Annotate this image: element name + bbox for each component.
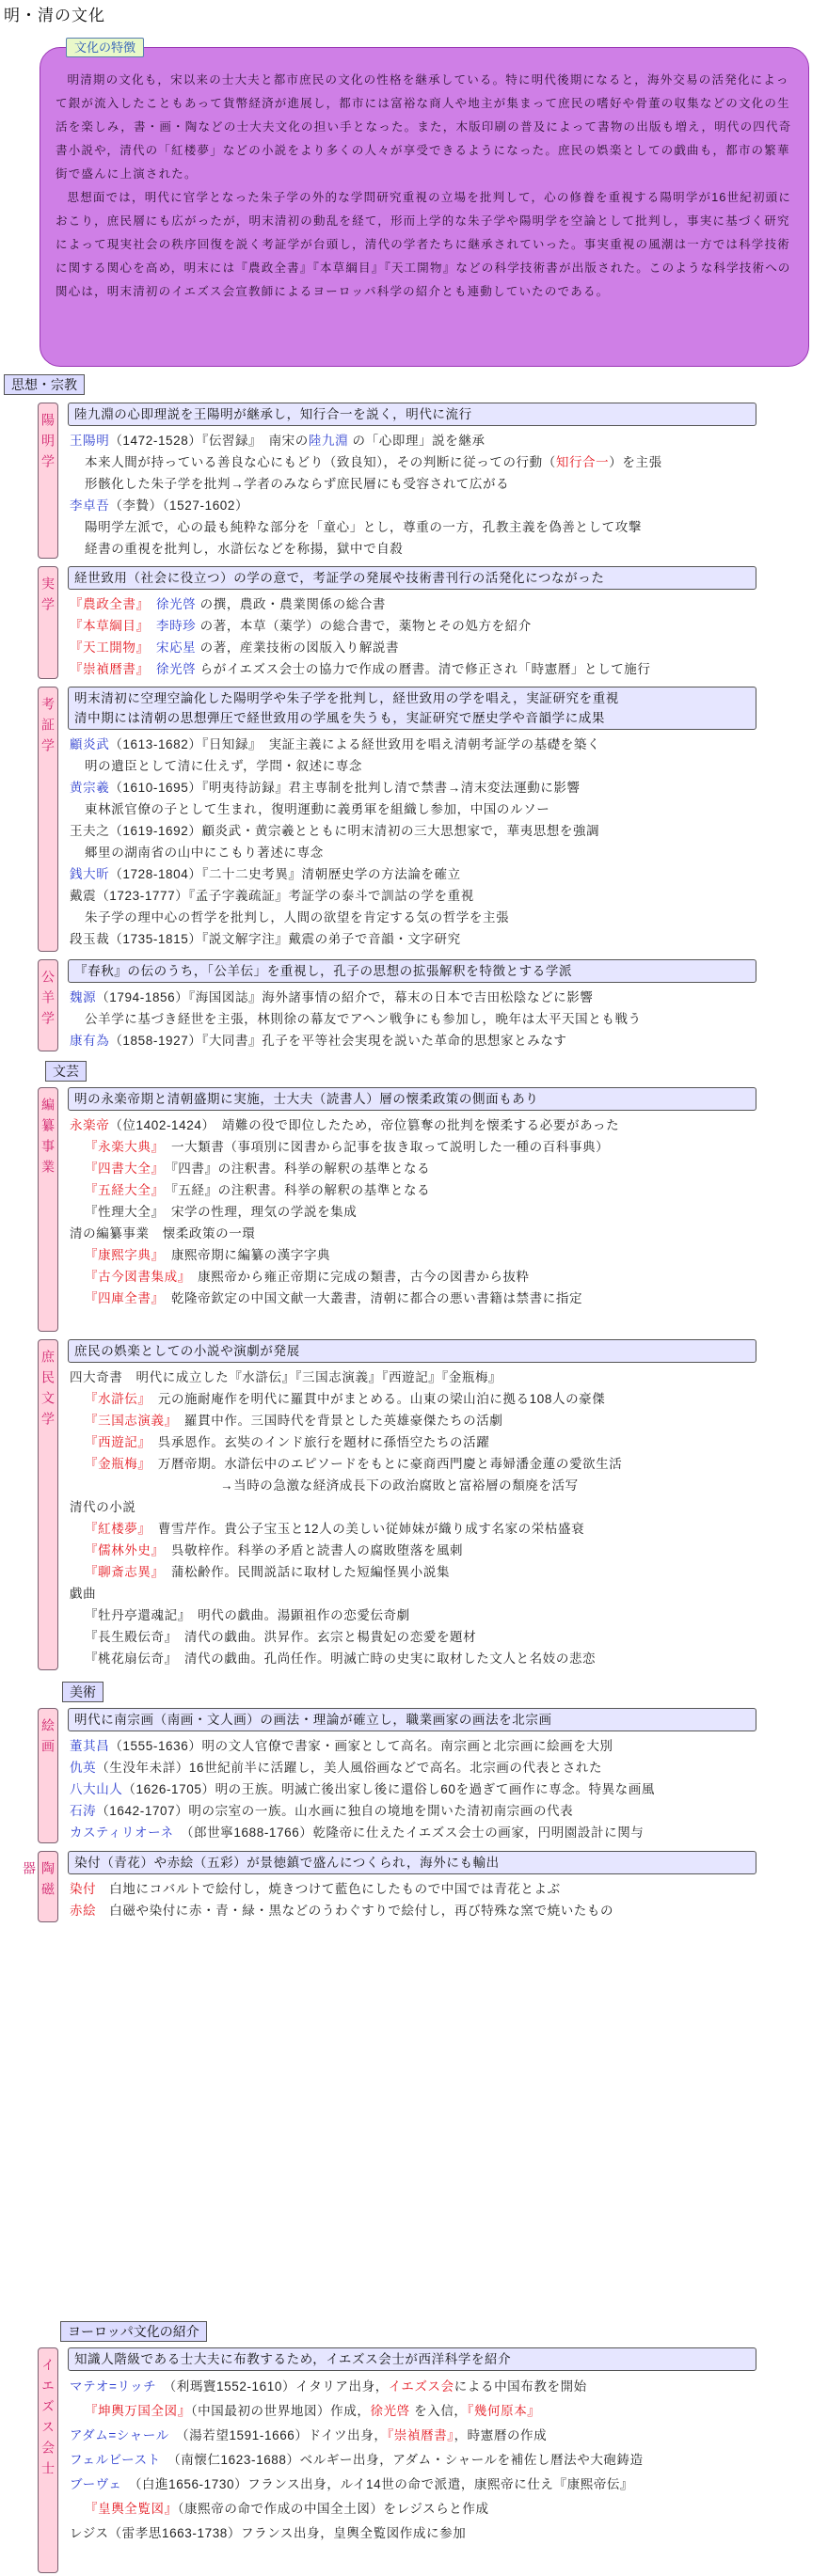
- detail-line: [70, 907, 822, 928]
- person-name: 仇英: [70, 1761, 97, 1775]
- key-term: 徐光啓: [370, 2404, 410, 2418]
- entry-text: 王夫之（1619-1692）顧炎武・黄宗羲とともに明末清初の三大思想家で，華夷思想を強調: [70, 824, 600, 838]
- entry-text: 清代の小説: [70, 1500, 136, 1514]
- person-name: 顧炎武: [70, 737, 110, 751]
- entry-line: [70, 2424, 822, 2448]
- entry-text: 形骸化した朱子学を批判→学者のみならず庶民層にも受容されて広がる: [85, 477, 510, 491]
- entry-text: （中国最初の世界地図）作成，: [190, 2404, 371, 2418]
- group-painting: [0, 1708, 828, 1843]
- entry-text: [143, 662, 156, 676]
- detail-line: [70, 1158, 822, 1179]
- entry-text: 経書の重視を批判し，水滸伝などを称揚，獄中で自殺: [85, 542, 404, 556]
- person-name: アダム=シャール: [70, 2428, 169, 2442]
- intro-text: [56, 69, 793, 304]
- detail-line: [70, 1179, 822, 1201]
- entry-line: [70, 1778, 822, 1800]
- detail-line: [70, 755, 822, 777]
- entry-line: [70, 777, 822, 798]
- entry-line: [70, 863, 822, 885]
- entry-text: （李贄）（1527-1602）: [109, 498, 249, 513]
- entry-text: 『五経』の注釈書。科挙の解釈の基準となる: [157, 1183, 431, 1197]
- entry-text: による中国布教を開始: [454, 2379, 587, 2394]
- entry-text: 一大類書（事項別に図書から記事を抜き取って説明した一種の百科事典）: [157, 1140, 610, 1154]
- entry-text: 康熙帝期に編纂の漢字字典: [157, 1248, 331, 1262]
- group-jesuits: [0, 2347, 828, 2573]
- key-term: 『坤輿万国全図』: [85, 2404, 191, 2418]
- entry-line: [70, 2448, 822, 2473]
- entry-text: [143, 619, 156, 633]
- entry-text: の「心即理」説を継承: [348, 434, 486, 448]
- entry-line: [70, 885, 822, 907]
- key-term: 『紅楼夢』: [85, 1522, 145, 1536]
- detail-line: [70, 1431, 822, 1453]
- page-title: 明・清の文化: [4, 7, 105, 24]
- key-term: 『水滸伝』: [85, 1392, 145, 1406]
- group-jitsugaku: [0, 566, 828, 679]
- entry-text: 乾隆帝欽定の中国文献一大叢書，清朝に都合の悪い書籍は禁書に指定: [157, 1291, 583, 1305]
- section-tag-thought: 思想・宗教: [4, 374, 85, 395]
- detail-line: [70, 1518, 822, 1540]
- entry-text: （位1402-1424） 靖難の役で即位したため，帝位篡奪の批判を懐柔する必要があった: [109, 1118, 620, 1132]
- key-term: 『幾何原本』: [467, 2404, 541, 2418]
- entry-line: [70, 987, 822, 1008]
- section-tag-europe: ヨーロッパ文化の紹介: [60, 2321, 207, 2342]
- entry-list: [70, 2375, 822, 2546]
- entry-text: （郎世寧1688-1766）乾隆帝に仕えたイエズス会士の画家，円明園設計に関与: [173, 1825, 645, 1840]
- detail-line: [70, 516, 822, 538]
- detail-line: [70, 1410, 822, 1431]
- key-term: 『三国志演義』: [85, 1414, 171, 1428]
- entry-line: [70, 430, 822, 451]
- entry-text: 陽明学左派で，心の最も純粋な部分を「童心」とし，尊重の一方，孔教主義を偽善として攻撃: [85, 520, 642, 534]
- person-name: フェルビースト: [70, 2453, 161, 2467]
- detail-line: [70, 538, 822, 559]
- intro-paragraph: 思想面では，明代に官学となった朱子学の外的な学問研究重視の立場を批判して，心の修養を重視する陽明学が16世紀初頭におこり，庶民層にも広がったが，明末清初の動乱を経て，形而上学的な朱子学や陽明学を空論として批判し，事実に基づく研究によって現実社会の秩序回復を説く考証学が台頭し，清代の学者たちに継承されていった。事実重視の風潮は一方では科学技術に関する関心を高め，明末には『農政全書』『本草綱目』『天工開物』などの科学技術書が出版された。このような科学技術への関心は，明末清初のイエズス会宣教師によるヨーロッパ科学の紹介とも連動していたのである。: [56, 191, 792, 298]
- entry-line: [70, 637, 822, 658]
- key-term: 赤絵: [70, 1904, 97, 1918]
- entry-line: [70, 734, 822, 755]
- person-name: 宋応星: [155, 640, 197, 655]
- entry-line: [70, 615, 822, 637]
- entry-line: [70, 1030, 822, 1051]
- group-koshogaku: [0, 687, 828, 952]
- key-term: 『崇禎暦書』: [70, 662, 143, 676]
- entry-text: （1626-1705）明の王族。明滅亡後出家し後に還俗し60を過ぎて画作に専念。特異な画風: [122, 1782, 655, 1796]
- entry-text: （1728-1804）『二十二史考異』清朝歴史学の方法論を確立: [109, 867, 461, 881]
- entry-list: [70, 593, 822, 679]
- detail-line: [70, 1388, 822, 1410]
- group-header-line: 『春秋』の伝のうち，「公羊伝」を重視し，孔子の思想の拡張解釈を特徴とする学派: [74, 964, 573, 978]
- detail-line: [70, 1561, 822, 1583]
- entry-text: の撰，農政・農業関係の総合書: [196, 597, 387, 611]
- person-name: 董其昌: [70, 1739, 110, 1753]
- entry-line: [70, 1735, 822, 1757]
- group-header-line: 庶民の娯楽としての小説や演劇が発展: [74, 1344, 300, 1358]
- key-term: 『西遊記』: [85, 1435, 145, 1449]
- person-name: 徐光啓: [155, 597, 197, 611]
- entry-line: [70, 928, 822, 950]
- group-label: イエズス会士: [38, 2347, 58, 2573]
- group-header-line: 経世致用（社会に役立つ）の学の意で，考証学の発展や技術書刊行の活発化につながった: [74, 571, 605, 585]
- detail-line: [70, 1475, 822, 1496]
- group-compilation: [0, 1087, 828, 1332]
- entry-line: [70, 1757, 822, 1778]
- detail-line: [70, 473, 822, 495]
- person-name: 康有為: [70, 1034, 110, 1048]
- entry-text: ，時憲暦の作成: [454, 2428, 548, 2442]
- entry-text: （1858-1927）『大同書』孔子を平等社会実現を説いた革命的思想家とみなす: [109, 1034, 567, 1048]
- group-header-line: 知識人階級である士大夫に布教するため，イエズス会士が西洋科学を紹介: [74, 2352, 512, 2366]
- key-term: 『四庫全書』: [85, 1291, 158, 1305]
- entry-text: （1472-1528）『伝習録』 南宋の: [109, 434, 309, 448]
- group-popular-literature: [0, 1339, 828, 1670]
- entry-text: 『四書』の注釈書。科挙の解釈の基準となる: [157, 1162, 431, 1176]
- detail-line: [70, 1604, 822, 1626]
- group-header: [68, 687, 756, 730]
- entry-line: [70, 2375, 822, 2399]
- person-name: カスティリオーネ: [70, 1825, 174, 1840]
- entry-text: 朱子学の理中心の哲学を批判し，人間の欲望を肯定する気の哲学を主張: [85, 910, 510, 925]
- entry-text: 康熙帝から雍正帝期に完成の類書，古今の図書から抜粋: [184, 1270, 530, 1284]
- entry-text: 『長生殿伝奇』 清代の戯曲。洪昇作。玄宗と楊貴妃の恋愛を題材: [85, 1630, 477, 1644]
- group-label: 庶民文学: [38, 1339, 58, 1670]
- key-term: 『康熙字典』: [85, 1248, 158, 1262]
- entry-list: [70, 1878, 822, 1921]
- entry-text: 羅貫中作。三国時代を背景とした英雄豪傑たちの活劇: [170, 1414, 503, 1428]
- intro-tag: 文化の特徴: [66, 38, 144, 57]
- entry-text: 呉承恩作。玄奘のインド旅行を題材に孫悟空たちの活躍: [144, 1435, 490, 1449]
- entry-list: [70, 734, 822, 950]
- group-yomeigaku: [0, 403, 828, 559]
- entry-text: 蒲松齢作。民間説話に取材した短編怪異小説集: [157, 1565, 451, 1579]
- entry-text: （1613-1682）『日知録』 実証主義による経世致用を唱え清朝考証学の基礎を築く: [109, 737, 601, 751]
- entry-list: [70, 1735, 822, 1843]
- detail-line: [70, 451, 822, 473]
- key-term: 『古今図書集成』: [85, 1270, 185, 1284]
- entry-line: [70, 658, 822, 679]
- entry-line: [70, 1496, 822, 1518]
- entry-line: [70, 1822, 822, 1843]
- key-term: 『天工開物』: [70, 640, 143, 655]
- entry-text: 清の編纂事業 懐柔政策の一環: [70, 1226, 256, 1241]
- group-header-line: 明の永楽帝期と清朝盛期に実施，士大夫（読書人）層の懐柔政策の側面もあり: [74, 1092, 539, 1106]
- entry-line: [70, 820, 822, 842]
- section-tag-art: 美術: [62, 1682, 104, 1702]
- person-name: 李卓吾: [70, 498, 110, 513]
- detail-line: [70, 1648, 822, 1669]
- entry-line: [70, 2521, 822, 2546]
- group-label: 陽明学: [38, 403, 58, 559]
- group-header-line: 清中期には清朝の思想弾圧で経世致用の学風を失うも，実証研究で歴史学や音韻学に成果: [74, 711, 605, 725]
- group-label: 絵画: [38, 1708, 58, 1843]
- entry-text: 呉敬梓作。科挙の矛盾と読書人の腐敗堕落を風刺: [157, 1543, 464, 1557]
- entry-text: 白磁や染付に赤・青・緑・黒などのうわぐすりで絵付し，再び特殊な窯で焼いたもの: [96, 1904, 614, 1918]
- group-header: [68, 1339, 756, 1363]
- entry-text: （湯若望1591-1666）ドイツ出身，: [168, 2428, 388, 2442]
- group-header: [68, 1708, 756, 1731]
- key-term: 『五経大全』: [85, 1183, 158, 1197]
- detail-line: [70, 1201, 822, 1223]
- person-name: 王陽明: [70, 434, 110, 448]
- group-header: [68, 2347, 756, 2371]
- key-term: 『儒林外史』: [85, 1543, 158, 1557]
- entry-text: を入信，: [409, 2404, 468, 2418]
- key-term: 『皇輿全覧図』: [85, 2502, 178, 2516]
- entry-text: （1794-1856）『海国図誌』海外諸事情の紹介で，幕末の日本で吉田松陰などに影響: [96, 990, 594, 1004]
- detail-line: [70, 1266, 822, 1288]
- entry-text: 郷里の湖南省の山中にこもり著述に専念: [85, 845, 324, 860]
- key-term: 『永楽大典』: [85, 1140, 158, 1154]
- key-term: 染付: [70, 1882, 97, 1896]
- entry-text: （1555-1636）明の文人官僚で書家・画家として高名。南宗画と北宗画に絵画を大別: [109, 1739, 613, 1753]
- entry-line: [70, 1878, 822, 1900]
- entry-text: 明の遺臣として清に仕えず，学問・叙述に専念: [85, 759, 363, 773]
- key-term: 『農政全書』: [70, 597, 143, 611]
- detail-line: [70, 1453, 822, 1475]
- key-term: イエズス会: [388, 2379, 454, 2394]
- entry-text: 元の施耐庵作を明代に羅貫中がまとめる。山東の梁山泊に拠る108人の豪傑: [144, 1392, 606, 1406]
- person-name: 石涛: [70, 1804, 97, 1818]
- intro-box: [40, 47, 809, 367]
- entry-line: [70, 593, 822, 615]
- key-term: 『崇禎暦書』: [387, 2428, 454, 2442]
- person-name: マテオ=リッチ: [70, 2379, 157, 2394]
- group-kuyogaku: [0, 959, 828, 1051]
- detail-line: [70, 1136, 822, 1158]
- section-tag-literature: 文芸: [45, 1061, 87, 1082]
- person-name: 魏源: [70, 990, 97, 1004]
- entry-text: 『性理大全』 宋学の性理，理気の学説を集成: [85, 1205, 358, 1219]
- entry-text: （1610-1695）『明夷待訪録』君主専制を批判し清で禁書→清末変法運動に影響: [109, 781, 581, 795]
- entry-text: 段玉裁（1735-1815）『説文解字注』戴震の弟子で音韻・文字研究: [70, 932, 461, 946]
- entry-text: の著，本草（薬学）の総合書で，薬物とその処方を紹介: [196, 619, 532, 633]
- entry-text: （康熙帝の命で作成の中国全土図）をレジスらと作成: [177, 2502, 489, 2516]
- entry-text: [143, 597, 156, 611]
- person-name: ブーヴェ: [70, 2477, 122, 2491]
- detail-line: [70, 1540, 822, 1561]
- entry-text: 万暦帝期。水滸伝中のエピソードをもとに豪商西門慶と毒婦潘金蓮の愛欲生活: [144, 1457, 623, 1471]
- key-term: 永楽帝: [70, 1118, 110, 1132]
- key-term: 『本草綱目』: [70, 619, 143, 633]
- entry-text: 戯曲: [70, 1587, 97, 1601]
- entry-text: （生没年未詳）16世紀前半に活躍し，美人風俗画などで高名。北宗画の代表とされた: [96, 1761, 603, 1775]
- person-name: 黄宗羲: [70, 781, 110, 795]
- entry-text: （利瑪竇1552-1610）イタリア出身，: [156, 2379, 389, 2394]
- entry-text: →当時の急激な経済成長下の政治腐敗と富裕層の頽廃を活写: [220, 1478, 579, 1493]
- entry-text: 公羊学に基づき経世を主張，林則徐の幕友でアヘン戦争にも参加し，晩年は太平天国とも戦う: [85, 1012, 642, 1026]
- detail-line: [70, 798, 822, 820]
- entry-text: レジス（雷孝思1663-1738）フランス出身，皇輿全覧図作成に参加: [70, 2526, 467, 2540]
- person-name: 八大山人: [70, 1782, 123, 1796]
- entry-text: 東林派官僚の子として生まれ，復明運動に義勇軍を組織し参加，中国のルソー: [85, 802, 550, 816]
- detail-line: [70, 1244, 822, 1266]
- key-term: 『金瓶梅』: [85, 1457, 145, 1471]
- group-header: [68, 959, 756, 983]
- entry-text: （1642-1707）明の宗室の一族。山水画に独自の境地を開いた清初南宗画の代表: [96, 1804, 574, 1818]
- group-label: 編纂事業: [38, 1087, 58, 1332]
- key-term: 『四書大全』: [85, 1162, 158, 1176]
- entry-text: 『桃花扇伝奇』 清代の戯曲。孔尚任作。明滅亡時の史実に取材した文人と名妓の悲恋: [85, 1651, 597, 1666]
- group-header-line: 陸九淵の心即理説を王陽明が継承し，知行合一を説く，明代に流行: [74, 407, 472, 421]
- entry-text: らがイエズス会士の協力で作成の暦書。清で修正され「時憲暦」として施行: [196, 662, 651, 676]
- group-header: [68, 566, 756, 590]
- entry-line: [70, 1114, 822, 1136]
- entry-text: の著，産業技術の図版入り解説書: [196, 640, 400, 655]
- entry-text: （白進1656-1730）フランス出身，ルイ14世の命で派遣，康熙帝に仕え『康熙帝伝』: [121, 2477, 634, 2491]
- entry-text: （南懐仁1623-1688）ベルギー出身，アダム・シャールを補佐し暦法や大砲鋳造: [160, 2453, 644, 2467]
- entry-line: [70, 1583, 822, 1604]
- group-header-line: 明代に南宗画（南画・文人画）の画法・理論が確立し，職業画家の画法を北宗画: [74, 1713, 552, 1727]
- detail-line: [70, 842, 822, 863]
- entry-list: [70, 987, 822, 1051]
- person-name: 徐光啓: [155, 662, 197, 676]
- group-label: 考証学: [38, 687, 58, 952]
- group-header: [68, 1851, 756, 1874]
- key-term: 『聊斎志異』: [85, 1565, 158, 1579]
- entry-text: ）を主張: [609, 455, 662, 469]
- group-label: 陶磁器: [38, 1851, 58, 1922]
- entry-list: [70, 430, 822, 559]
- group-label: 実学: [38, 566, 58, 679]
- entry-line: [70, 1800, 822, 1822]
- person-name: 李時珍: [155, 619, 197, 633]
- group-label: 公羊学: [38, 959, 58, 1051]
- group-ceramics: [0, 1851, 828, 1922]
- group-header-line: 明末清初に空理空論化した陽明学や朱子学を批判し，経世致用の学を唱え，実証研究を重視: [74, 691, 619, 705]
- detail-line: [70, 2399, 822, 2424]
- entry-line: [70, 1900, 822, 1921]
- entry-text: 本来人間が持っている善良な心にもどり（致良知），その判断に従っての行動（: [85, 455, 556, 469]
- detail-line: [70, 1008, 822, 1030]
- entry-list: [70, 1114, 822, 1309]
- entry-text: 白地にコバルトで絵付し，焼きつけて藍色にしたもので中国では青花とよぶ: [96, 1882, 561, 1896]
- entry-line: [70, 1367, 822, 1388]
- entry-list: [70, 1367, 822, 1669]
- group-header: [68, 1087, 756, 1111]
- group-header-line: 染付（青花）や赤絵（五彩）が景徳鎮で盛んにつくられ，海外にも輸出: [74, 1856, 500, 1870]
- entry-text: 四大奇書 明代に成立した『水滸伝』『三国志演義』『西遊記』『金瓶梅』: [70, 1370, 502, 1384]
- group-header: [68, 403, 756, 426]
- entry-text: 『牡丹亭還魂記』 明代の戯曲。湯顕祖作の恋愛伝奇劇: [85, 1608, 410, 1622]
- key-term: 知行合一: [555, 455, 610, 469]
- entry-text: 曹雪芹作。貴公子宝玉と12人の美しい従姉妹が織り成す名家の栄枯盛衰: [144, 1522, 585, 1536]
- entry-text: [143, 640, 156, 655]
- person-name: 陸九淵: [308, 434, 349, 448]
- intro-paragraph: 明清期の文化も，宋以来の士大夫と都市庶民の文化の性格を継承している。特に明代後期になると，海外交易の活発化によって銀が流入したこともあって貨幣経済が進展し，都市には富裕な商人や地主が集まって庶民の嗜好や骨董の収集などの文化の生活を楽しみ，書・画・陶などの士大夫文化の担い手となった。また，木版印刷の普及によって書物の出版も増え，明代の四代奇書小説や，清代の「紅楼夢」などの小説をより多くの人々が享受できるようになった。庶民の娯楽としての戯曲も，都市の繁華街で盛んに上演された。: [56, 73, 792, 181]
- entry-text: 戴震（1723-1777）『孟子字義疏証』考証学の泰斗で訓詁の学を重視: [70, 889, 474, 903]
- entry-line: [70, 2473, 822, 2497]
- entry-line: [70, 495, 822, 516]
- detail-line: [70, 1288, 822, 1309]
- entry-line: [70, 1223, 822, 1244]
- person-name: 銭大昕: [70, 867, 110, 881]
- detail-line: [70, 1626, 822, 1648]
- detail-line: [70, 2497, 822, 2521]
